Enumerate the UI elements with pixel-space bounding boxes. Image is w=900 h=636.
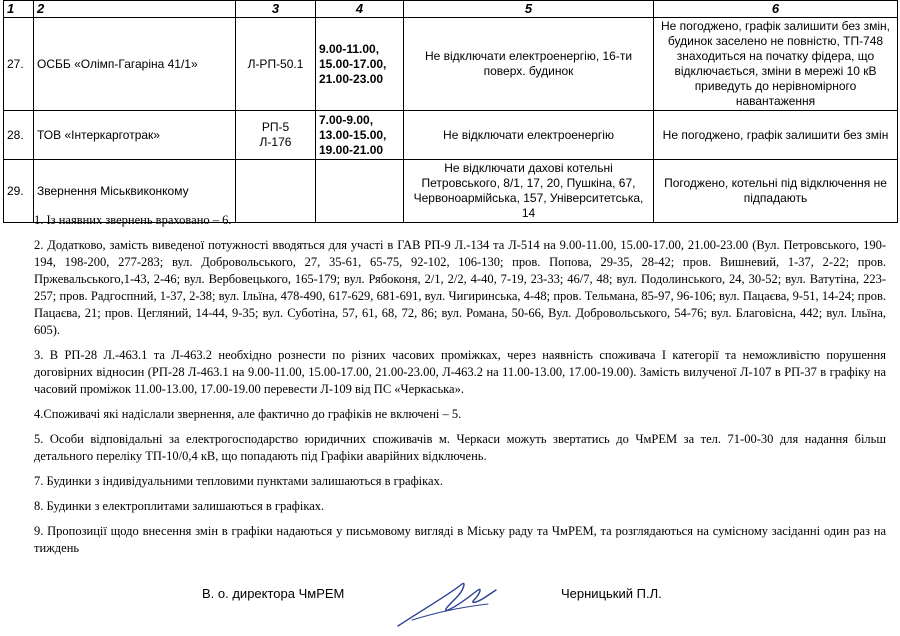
hours-value: 21.00-23.00 [319, 71, 384, 86]
signatory-position: В. о. директора ЧмРЕМ [202, 586, 345, 601]
note-paragraph: 7. Будинки з індивідуальними тепловими пунктами залишаються в графіках. [34, 474, 443, 488]
table-header-row [4, 1, 898, 18]
note-paragraph: 8. Будинки з електроплитами залишаються в графіках. [34, 499, 325, 513]
handwritten-signature [392, 578, 502, 630]
decision-text: Не погоджено, графік залишити без змін, будинок заселено не повністю, ТП-748 знаходиться на початку фідера, що відключається, зміни в мережі 10 кВ приведуть до нерівномірного навантаження [654, 18, 898, 111]
signatory-name: Черницький П.Л. [561, 586, 662, 601]
header-cell: 3 [236, 1, 316, 18]
note-paragraph: 1. Із наявних звернень враховано – 6. [34, 213, 232, 227]
hours-value: 13.00-15.00, [319, 127, 387, 142]
note-paragraph: 3. В РП-28 Л.-463.1 та Л-463.2 необхідно рознести по різних часових проміжках, через наявність споживача І категорії та неможливістю порушення договірних відносин (РП-28 Л-463.1 на 9.00-11.00, 15.00-17.00, 21.00-23.00, Л-463.2 на 11.00-13.00, 17.00-19.00). Замість вилученої Л-107 в РП-37 в графіку на часовий проміжок 11.00-13.00, 17.00-19.00 перевести Л-109 від ПС «Черкаська». [34, 348, 886, 396]
decision-text: Погоджено, котельні під відключення не підпадають [654, 160, 898, 223]
applicant-name: Звернення Міськвиконкому [34, 160, 236, 223]
hours-value: 15.00-17.00, [319, 56, 387, 71]
requests-table [3, 0, 898, 223]
line-value: Л-176 [259, 135, 292, 149]
row-number: 27. [4, 18, 34, 111]
hours-value: 7.00-9.00, [319, 112, 374, 127]
request-text: Не відключати електроенергію, 16-ти поверх. будинок [404, 18, 654, 111]
decision-text: Не погоджено, графік залишити без змін [654, 111, 898, 160]
header-cell: 1 [4, 1, 34, 18]
header-cell: 2 [34, 1, 236, 18]
line-value: Л-РП-50.1 [247, 56, 304, 71]
note-paragraph: 5. Особи відповідальні за електрогосподарство юридичних споживачів м. Черкаси можуть звертатись до ЧмРЕМ за тел. 71-00-30 для надання більш детального переліку ТП-10/0,4 кВ, що попадають під Графіки аварійних відключень. [34, 432, 886, 463]
hours-value: 19.00-21.00 [319, 142, 384, 157]
hours-cell [316, 111, 404, 160]
note-paragraph: 4.Споживачі які надіслали звернення, але фактично до графіків не включені – 5. [34, 407, 462, 421]
applicant-name: ОСББ «Олімп-Гагаріна 41/1» [34, 18, 236, 111]
applicant-name: ТОВ «Інтеркарготрак» [34, 111, 236, 160]
hours-value: 9.00-11.00, [319, 41, 380, 56]
line-value: РП-5 [261, 120, 290, 134]
request-text: Не відключати електроенергію [404, 111, 654, 160]
table-row [4, 111, 898, 160]
request-text: Не відключати дахові котельні Петровського, 8/1, 17, 20, Пушкіна, 67, Червоноармійська, 157, Університетська, 14 [404, 160, 654, 223]
header-cell: 5 [404, 1, 654, 18]
row-number: 28. [4, 111, 34, 160]
table-row [4, 18, 898, 111]
line-cell [236, 111, 316, 160]
notes-section [34, 212, 886, 565]
hours-cell [316, 18, 404, 111]
line-cell [236, 18, 316, 111]
note-paragraph: 9. Пропозиції щодо внесення змін в графіки надаються у письмовому вигляді в Міську раду та ЧмРЕМ, та розглядаються на сумісному засіданні один раз на тиждень [34, 524, 886, 555]
header-cell: 6 [654, 1, 898, 18]
note-paragraph: 2. Додатково, замість виведеної потужності вводяться для участі в ГАВ РП-9 Л.-134 та Л-514 на 9.00-11.00, 15.00-17.00, 21.00-23.00 (Вул. Петровського, 190-194, 198-200, 277-283; вул. Добровольського, 27, 35-61, 65-75, 92-102, 106-130; пров. Попова, 29-35, 28-42; пров. Вишневий, 1-37, 2-22; пров. Пржевальського,1-43, 2-46; вул. Вербовецького, 165-179; вул. Рябоконя, 2/1, 2/2, 4-40, 7-19, 23-33; 46/7, 48; вул. Подолинського, 24, 30-52; вул. Ватутіна, 223-257; пров. Радгоспний, 1-37, 2-38; вул. Ільїна, 478-490, 617-629, 681-691, вул. Чигиринська, 4-48; пров. Тельмана, 85-97, 96-106; вул. Пацаєва, 9-51, 14-24; пров. Пацаєва, 21; пров. Цегляний, 14-44, 9-35; вул. Суботіна, 57, 61, 68, 72, 86; вул. Романа, 50-66, Вул. Добровольського, 54-76; вул. Благовісна, 442; вул. Ільїна, 605). [34, 238, 886, 337]
header-cell: 4 [316, 1, 404, 18]
row-number: 29. [4, 160, 34, 223]
